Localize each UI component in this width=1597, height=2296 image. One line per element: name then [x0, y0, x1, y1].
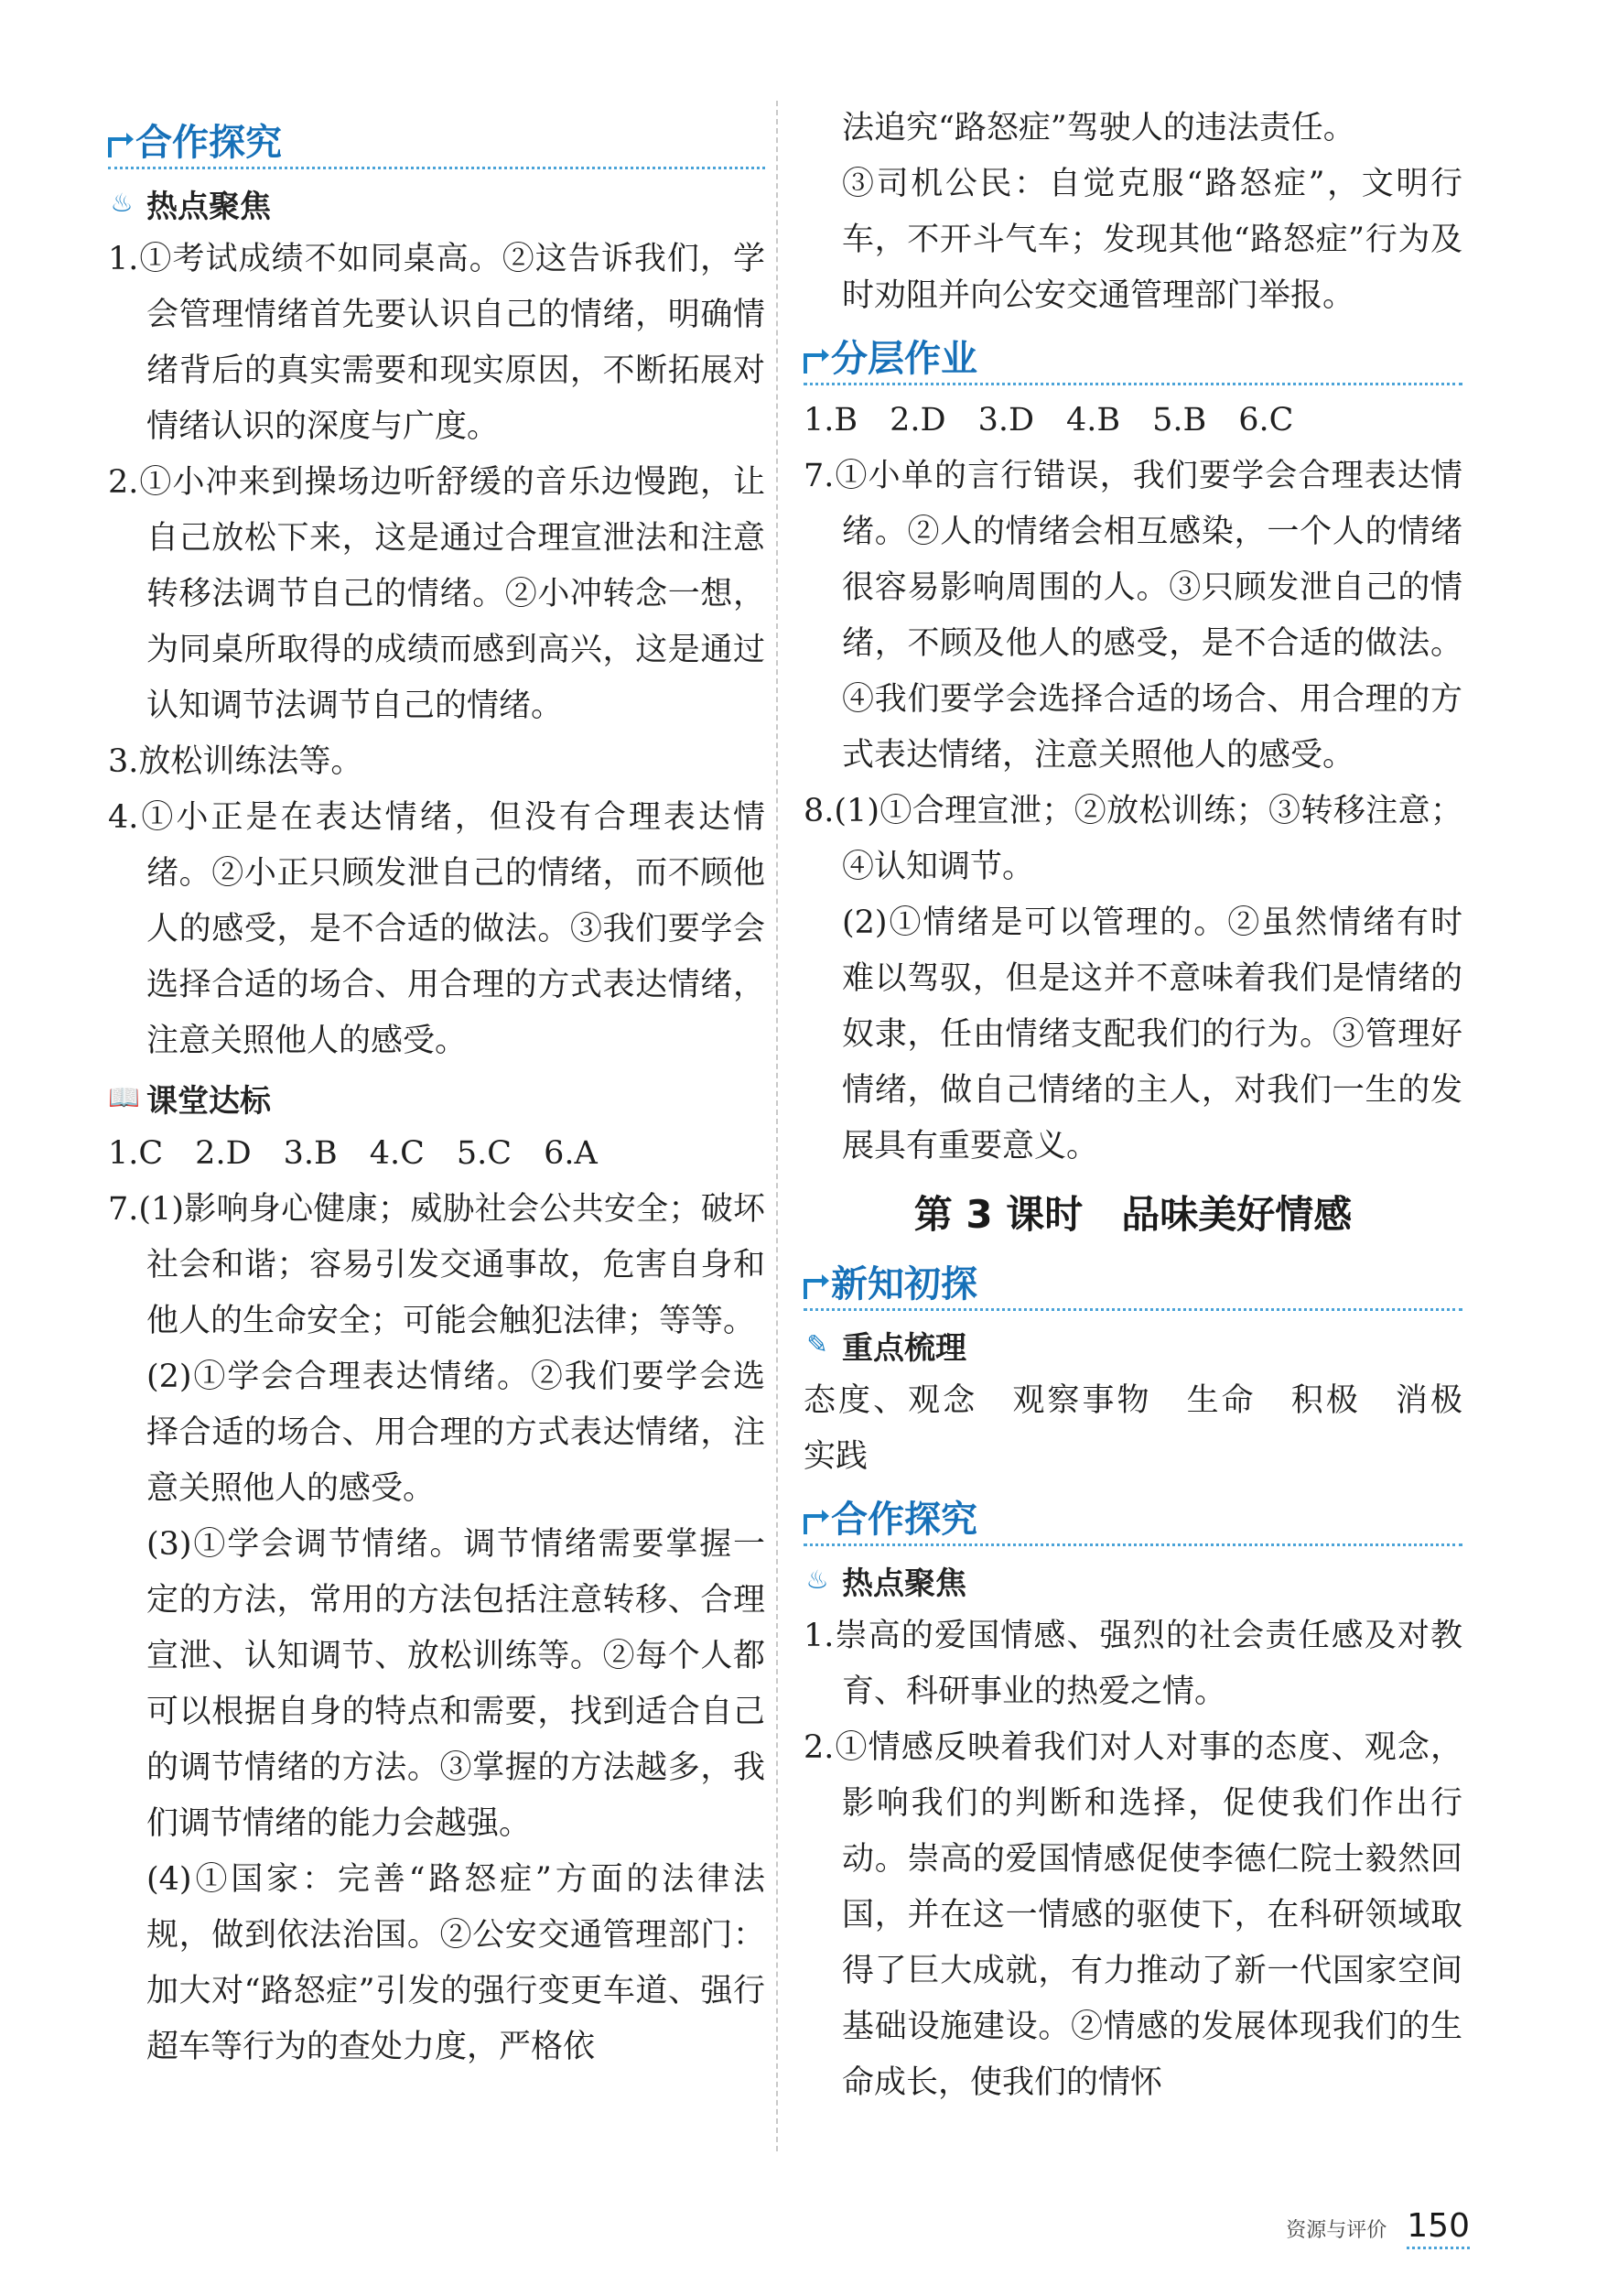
answer-item: 1.①考试成绩不如同桌高。②这告诉我们，学会管理情绪首先要认识自己的情绪，明确情绪背后的真实需要和现实原因，不断拓展对情绪认识的深度与广度。 — [108, 241, 765, 445]
answer-item: 1.崇高的爱国情感、强烈的社会责任感及对教育、科研事业的热爱之情。 — [804, 1618, 1462, 1710]
right-column — [804, 101, 1495, 2111]
answer-item: 8.(1)①合理宣泄；②放松训练；③转移注意；④认知调节。 — [804, 793, 1462, 885]
choice-answers: 1.B 2.D 3.D 4.B 5.B 6.C — [804, 402, 1294, 439]
section-header-cooperation — [804, 1489, 1462, 1546]
subsection-header-hotspot — [108, 177, 765, 230]
open-book-icon: 📖 — [108, 1082, 140, 1112]
choice-answers: 1.C 2.D 3.B 4.C 5.C 6.A — [108, 1135, 598, 1172]
subsection-title: 课堂达标 — [146, 1082, 271, 1120]
answer-subitem: (2)①情绪是可以管理的。②虽然情绪有时难以驾驭，但是这并不意味着我们是情绪的奴隶，任由情绪支配我们的行为。③管理好情绪，做自己情绪的主人，对我们一生的发展具有重要意义。 — [842, 904, 1462, 1164]
section-arrow-icon — [804, 1279, 824, 1299]
section-title: 合作探究 — [135, 122, 282, 164]
answer-subitem: 法追究“路怒症”驾驶人的违法责任。 — [842, 110, 1355, 146]
book-title: 资源与评价 — [1286, 2218, 1387, 2242]
section-header-new-knowledge — [804, 1253, 1462, 1311]
section-arrow-icon — [804, 1514, 824, 1534]
section-arrow-icon — [108, 137, 128, 157]
subsection-title: 热点聚焦 — [146, 188, 271, 225]
page-footer — [1168, 2201, 1470, 2256]
section-arrow-icon — [804, 353, 824, 374]
pen-icon: ✎ — [806, 1329, 828, 1359]
column-divider — [776, 101, 778, 2151]
answer-item: 4.①小正是在表达情绪，但没有合理表达情绪。②小正只顾发泄自己的情绪，而不顾他人的感受，是不合适的做法。③我们要学会选择合适的场合、用合理的方式表达情绪，注意关照他人的感受。 — [108, 799, 765, 1059]
subsection-title: 热点聚焦 — [842, 1565, 966, 1602]
answer-item: 3.放松训练法等。 — [108, 743, 363, 780]
lesson-title: 第 3 课时 品味美好情感 — [913, 1192, 1353, 1237]
answer-item: 2.①小冲来到操场边听舒缓的音乐边慢跑，让自己放松下来，这是通过合理宣泄法和注意转移法调节自己的情绪。②小冲转念一想，为同桌所取得的成绩而感到高兴，这是通过认知调节法调节自己的情绪。 — [108, 464, 765, 724]
keypoint-answers: 态度、观念 观察事物 生命 积极 消极 实践 — [804, 1382, 1495, 1475]
subsection-header-hotspot — [804, 1554, 1462, 1607]
flame-icon: ♨ — [110, 188, 134, 218]
answer-subitem: (2)①学会合理表达情绪。②我们要学会选择合适的场合、用合理的方式表达情绪，注意关照他人的感受。 — [146, 1359, 765, 1507]
section-header-homework — [804, 328, 1462, 385]
flame-icon: ♨ — [805, 1565, 829, 1595]
left-column — [108, 108, 765, 2075]
answer-item: 7.(1)影响身心健康；威胁社会公共安全；破坏社会和谐；容易引发交通事故，危害自身和他人的生命安全；可能会触犯法律；等等。 — [108, 1191, 765, 1339]
section-title: 新知初探 — [831, 1263, 977, 1305]
subsection-header-classroom — [108, 1071, 765, 1124]
answer-subitem: (4)①国家：完善“路怒症”方面的法律法规，做到依法治国。②公安交通管理部门：加大对“路怒症”引发的强行变更车道、强行超车等行为的查处力度，严格依 — [146, 1861, 765, 2065]
answer-subitem: (3)①学会调节情绪。调节情绪需要掌握一定的方法，常用的方法包括注意转移、合理宣泄、认知调节、放松训练等。②每个人都可以根据自身的特点和需要，找到适合自己的调节情绪的方法。③掌握的方法越多，我们调节情绪的能力会越强。 — [146, 1526, 765, 1842]
answer-item: 7.①小单的言行错误，我们要学会合理表达情绪。②人的情绪会相互感染，一个人的情绪很容易影响周围的人。③只顾发泄自己的情绪，不顾及他人的感受，是不合适的做法。④我们要学会选择合适的场合、用合理的方式表达情绪，注意关照他人的感受。 — [804, 458, 1462, 774]
subsection-header-keypoints — [804, 1318, 1462, 1371]
answer-subitem: ③司机公民：自觉克服“路怒症”，文明行车，不开斗气车；发现其他“路怒症”行为及时劝阻并向公安交通管理部门举报。 — [842, 166, 1462, 314]
section-title: 合作探究 — [831, 1499, 977, 1541]
section-title: 分层作业 — [831, 338, 977, 380]
subsection-title: 重点梳理 — [842, 1329, 966, 1367]
answer-item: 2.①情感反映着我们对人对事的态度、观念，影响我们的判断和选择，促使我们作出行动。崇高的爱国情感促使李德仁院士毅然回国，并在这一情感的驱使下，在科研领域取得了巨大成就，有力推动了新一代国家空间基础设施建设。②情感的发展体现我们的生命成长，使我们的情怀 — [804, 1729, 1462, 2101]
section-header-cooperation — [108, 112, 765, 169]
page-number: 150 — [1407, 2207, 1470, 2249]
